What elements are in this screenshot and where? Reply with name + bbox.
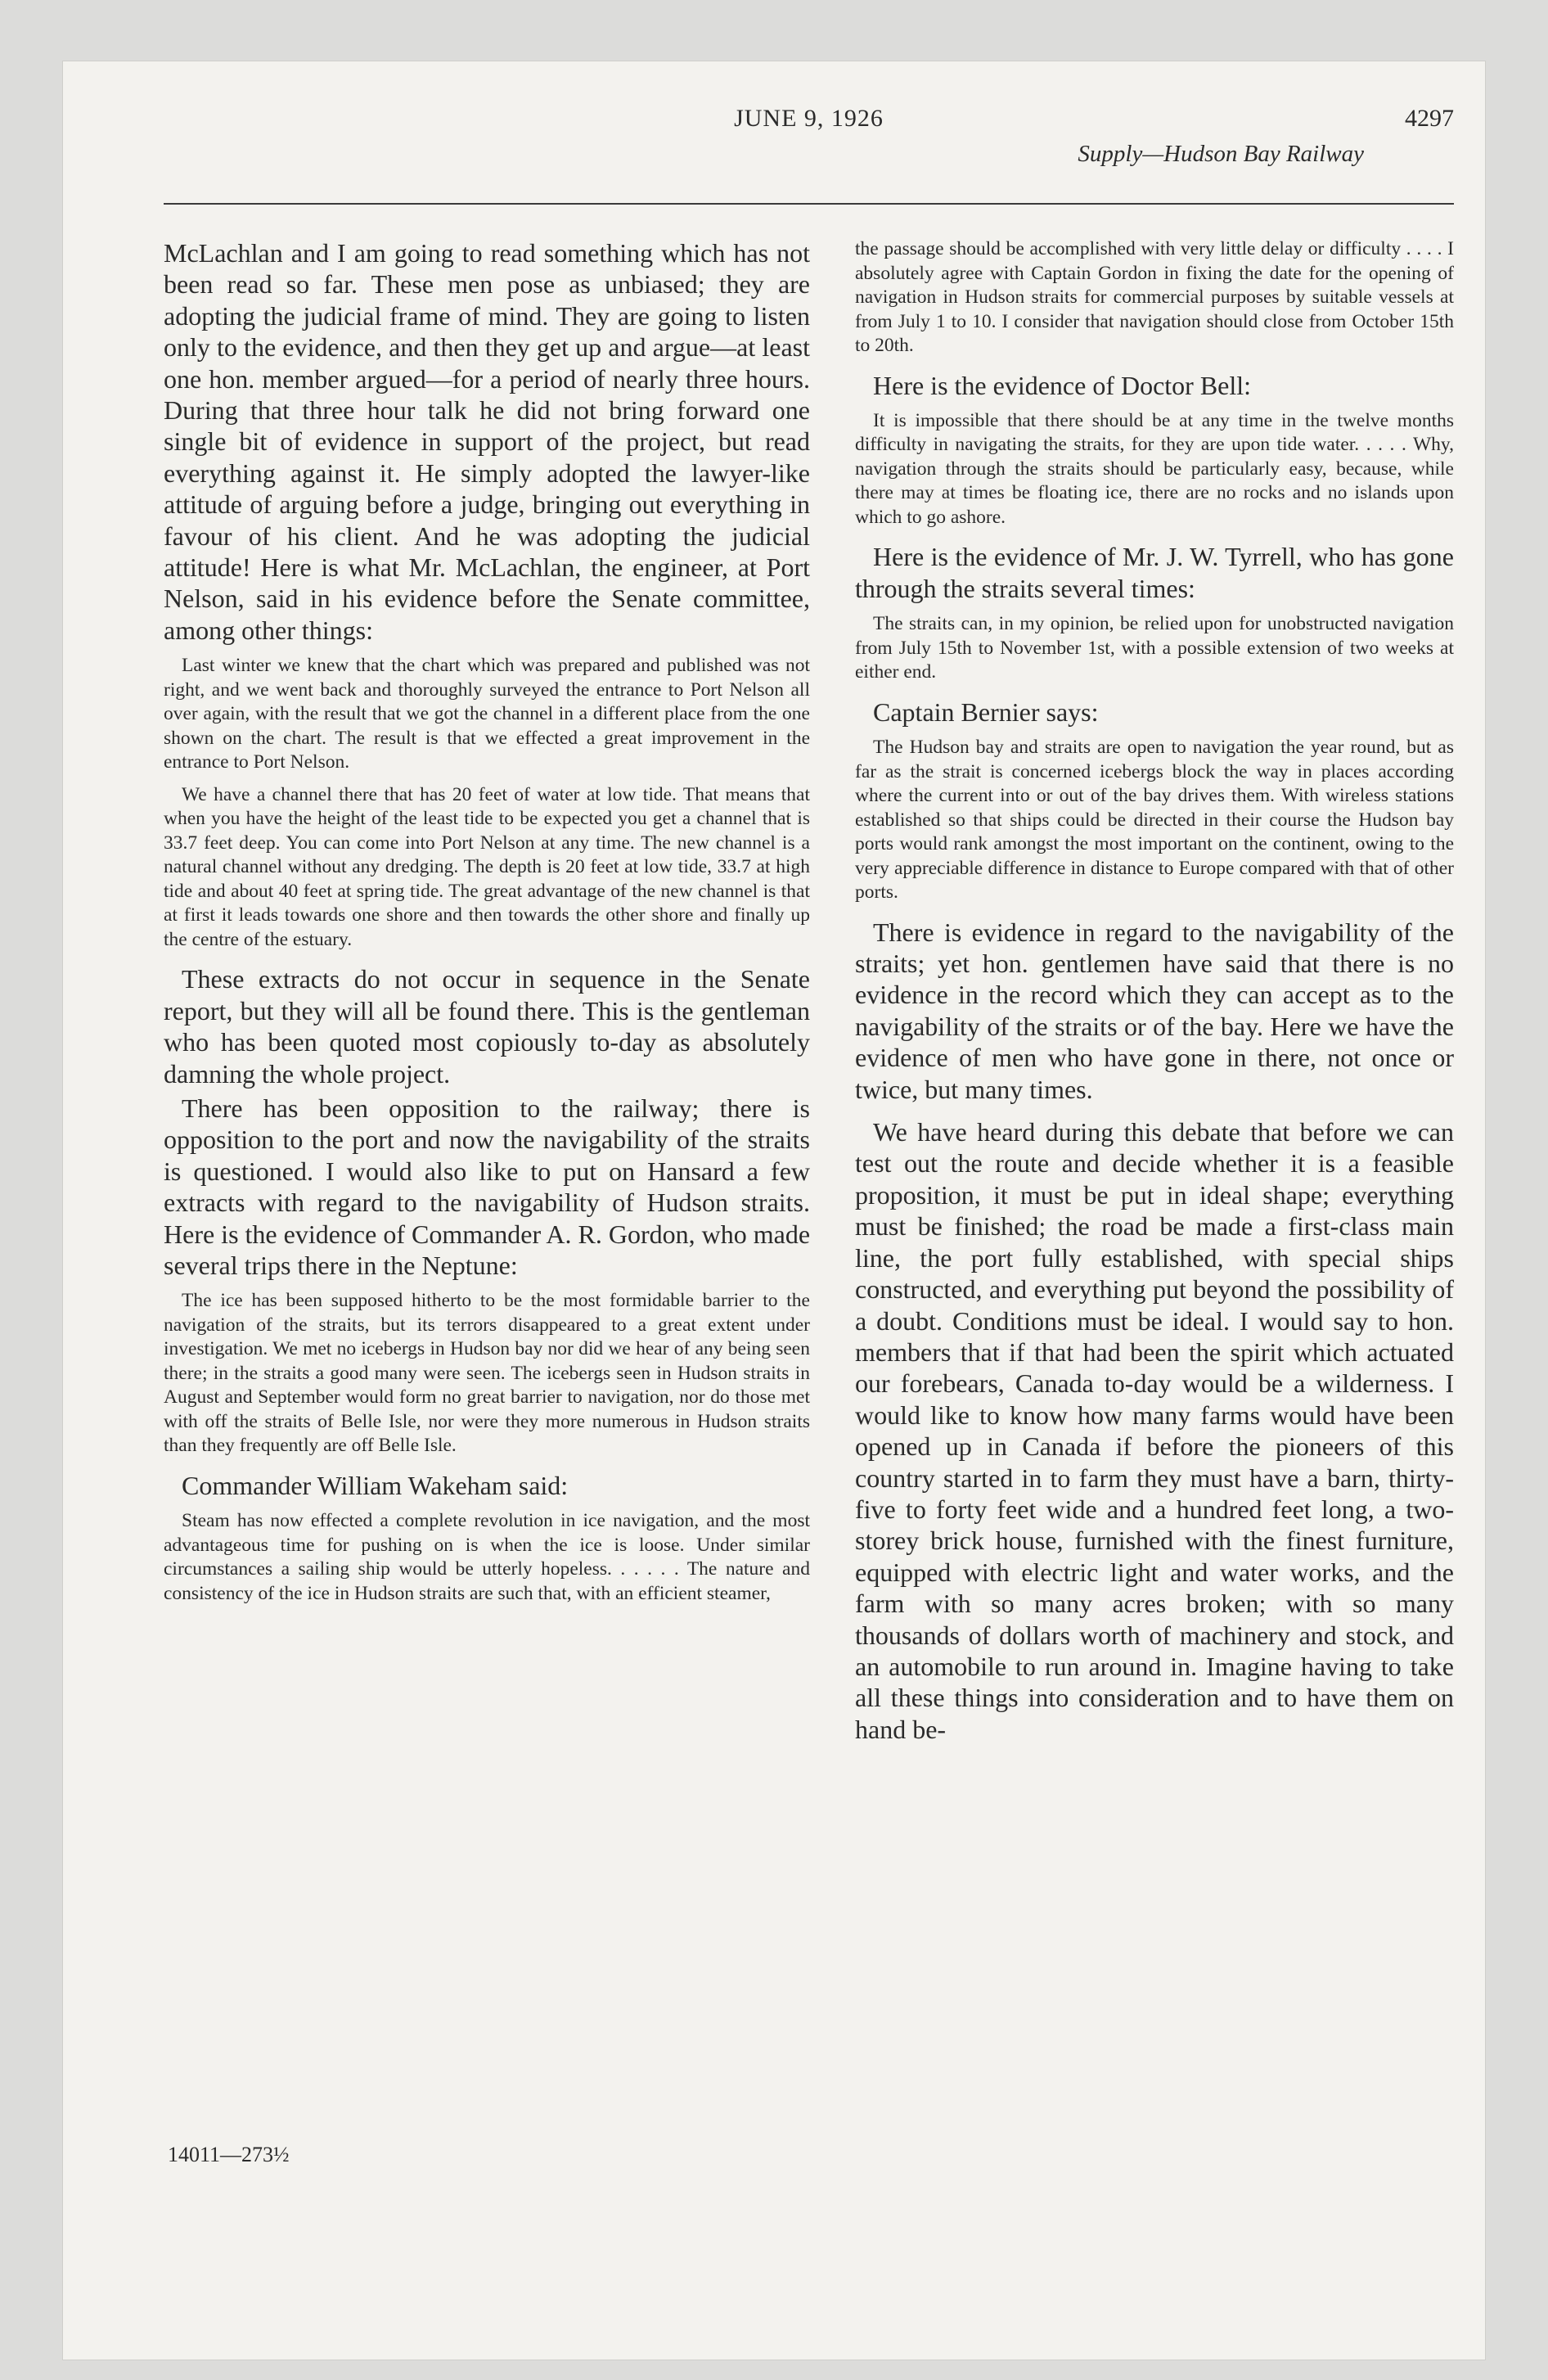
- header-page-number: 4297: [1405, 105, 1454, 132]
- right-paragraph-3: Captain Bernier says:: [873, 696, 1099, 727]
- right-paragraph-5: We have heard during this debate that before we can test out the route and decide whether it is a feasible proposition, it must be put in ideal shape; everything must be finished; the road be made a first-class main line, the port fully established, with special ships constructed, and everything put beyond the possibility of a doubt. Conditions must be ideal. I would say to hon. members that if that had been the spirit which actuated our forebears, Canada to-day would be a wilderness. I would like to know how many farms would have been opened up in Canada if before the pioneers of this country started in to farm they must have a barn, thirty-five to forty feet wide and a hundred feet long, a two-storey brick house, furnished with the finest furniture, equipped with electric light and water works, and the farm with so many acres broken; with so many thousands of dollars worth of machinery and stock, and an automobile to run around in. Imagine having to take all these things into consideration and to have them on hand be-: [855, 1117, 1454, 1744]
- left-quote-1: Last winter we knew that the chart which was prepared and published was not right, and we went back and thoroughly surveyed the entrance to Port Nelson all over again, with the result that we got the channel in a different place from the one shown on the chart. The result is that we effected a great improvement in the entrance to Port Nelson.: [164, 655, 810, 773]
- right-paragraph-1: Here is the evidence of Doctor Bell:: [873, 370, 1252, 400]
- right-quote-3: The straits can, in my opinion, be relied upon for unobstructed navigation from July 15th to November 1st, with a possible extension of two weeks at either end.: [855, 613, 1454, 683]
- left-paragraph-4: Commander William Wakeham said:: [182, 1470, 569, 1500]
- right-paragraph-2: Here is the evidence of Mr. J. W. Tyrrell, who has gone through the straits several times:: [855, 542, 1454, 603]
- right-quote-1: the passage should be accomplished with very little delay or difficulty . . . . I absolutely agree with Captain Gordon in fixing the date for the opening of navigation in Hudson straits for commercial purposes by suitable vessels at from July 1 to 10. I consider that navigation should close from October 15th to 20th.: [855, 238, 1454, 356]
- left-quote-3: The ice has been supposed hitherto to be the most formidable barrier to the navigation of the straits, but its terrors disappeared to a great extent under investigation. We met no icebergs in Hudson bay nor did we hear of any being seen there; in the straits a good many were seen. The icebergs seen in Hudson straits in August and September would form no great barrier to navigation, nor do those met with off the straits of Belle Isle, nor were they more numerous in Hudson straits than they frequently are off Belle Isle.: [164, 1290, 810, 1457]
- left-paragraph-3: There has been opposition to the railway; there is opposition to the port and now the navigability of the straits is questioned. I would also like to put on Hansard a few extracts with regard to the navigability of Hudson straits. Here is the evidence of Commander A. R. Gordon, who made several trips there in the Neptune:: [164, 1093, 811, 1280]
- left-column: [164, 237, 810, 1614]
- header-subtitle: Supply—Hudson Bay Railway: [1078, 141, 1364, 167]
- right-paragraph-4: There is evidence in regard to the navigability of the straits; yet hon. gentlemen have said that there is no evidence in the record which they can accept as to the navigability of the straits or of the bay. Here we have the evidence of men who have gone in there, not once or twice, but many times.: [855, 917, 1454, 1104]
- left-quote-2: We have a channel there that has 20 feet of water at low tide. That means that when you have the height of the least tide to be expected you get a channel that is 33.7 feet deep. You can come into Port Nelson at any time. The new channel is a natural channel without any dredging. The depth is 20 feet at low tide, 33.7 at high tide and about 40 feet at spring tide. The great advantage of the new channel is that at first it leads towards one shore and then towards the other shore and finally up the centre of the estuary.: [164, 783, 810, 950]
- footer-code: 14011—273½: [168, 2143, 290, 2166]
- right-quote-2: It is impossible that there should be at any time in the twelve months difficulty in navigating the straits, for they are upon tide water. . . . . Why, navigation through the straits should be particularly easy, because, while there may at times be floating ice, there are no rocks and no islands upon which to go ashore.: [855, 409, 1454, 528]
- header-date: JUNE 9, 1926: [734, 105, 884, 132]
- left-quote-4: Steam has now effected a complete revolution in ice navigation, and the most advantageous time for pushing on is when the ice is loose. Under similar circumstances a sailing ship would be utterly hopeless. . . . . . The nature and consistency of the ice in Hudson straits are such that, with an efficient steamer,: [164, 1510, 810, 1604]
- left-paragraph-1: McLachlan and I am going to read something which has not been read so far. These men pose as unbiased; they are adopting the judicial frame of mind. They are going to listen only to the evidence, and then they get up and argue—at least one hon. member argued—for a period of nearly three hours. During that three hour talk he did not bring forward one single bit of evidence in support of the project, but read everything against it. He simply adopted the lawyer-like attitude of arguing before a judge, bringing out everything in favour of his client. And he was adopting the judicial attitude! Here is what Mr. McLachlan, the engineer, at Port Nelson, said in his evidence before the Senate committee, among other things:: [164, 238, 810, 645]
- right-column: [855, 237, 1454, 1745]
- page-header: [164, 97, 1454, 205]
- right-quote-4: The Hudson bay and straits are open to navigation the year round, but as far as the strait is concerned icebergs block the way in places according where the current into or out of the bay drives them. With wireless stations established so that ships could be directed in their course the Hudson bay ports would rank amongst the most important on the continent, owing to the very appreciable difference in distance to Europe compared with that of other ports.: [855, 737, 1454, 904]
- left-paragraph-2: These extracts do not occur in sequence in the Senate report, but they will all be found there. This is the gentleman who has been quoted most copiously to-day as absolutely damning the whole project.: [164, 964, 810, 1089]
